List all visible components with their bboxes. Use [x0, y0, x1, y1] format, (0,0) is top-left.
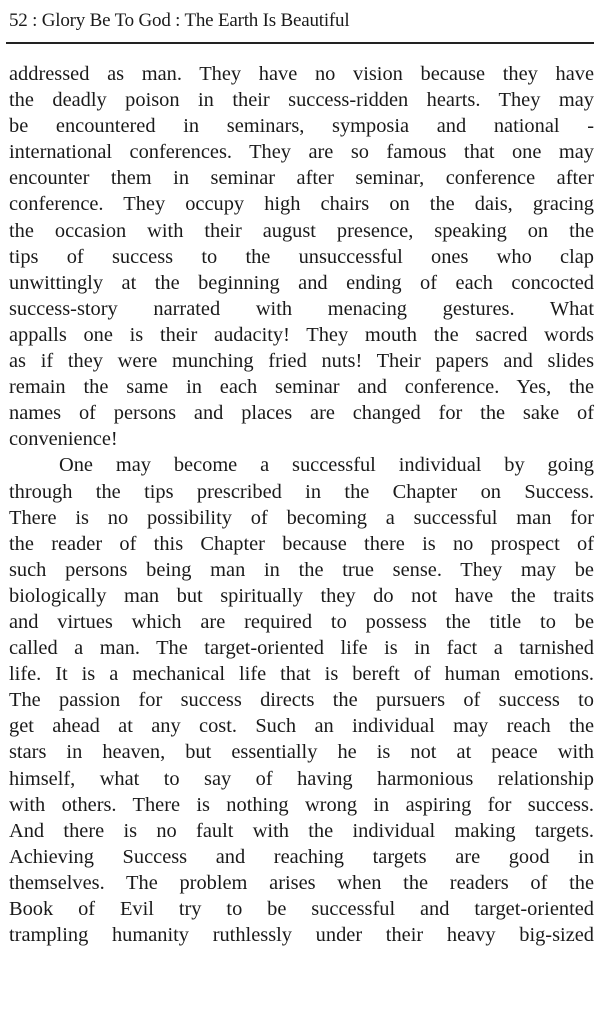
text-line: be encountered in seminars, symposia and national - — [9, 115, 594, 138]
text-line: the deadly poison in their success-ridden hearts. They may — [9, 89, 594, 112]
text-line: convenience! — [9, 428, 118, 451]
text-line: stars in heaven, but essentially he is not at peace with — [9, 741, 594, 764]
body-text — [9, 61, 594, 948]
text-line: with others. There is nothing wrong in aspiring for success. — [9, 793, 594, 816]
text-line: conference. They occupy high chairs on the dais, gracing — [9, 193, 594, 216]
text-line: Achieving Success and reaching targets are good in — [9, 845, 594, 868]
text-line: and virtues which are required to possess the title to be — [9, 610, 594, 633]
text-line: biologically man but spiritually they do not have the traits — [9, 584, 594, 607]
text-line: called a man. The target-oriented life is in fact a tarnished — [9, 637, 594, 660]
text-line: Book of Evil try to be successful and target-oriented — [9, 898, 594, 920]
text-line: international conferences. They are so famous that one may — [9, 141, 594, 164]
text-line: encounter them in seminar after seminar, conference after — [9, 167, 594, 190]
text-line: addressed as man. They have no vision because they have — [9, 63, 594, 85]
text-line: themselves. The problem arises when the readers of the — [9, 871, 594, 894]
text-line: get ahead at any cost. Such an individual may reach the — [9, 715, 594, 738]
text-line: through the tips prescribed in the Chapter on Success. — [9, 480, 594, 503]
text-line: tips of success to the unsuccessful ones who clap — [9, 245, 594, 268]
text-line: such persons being man in the true sense. They may be — [9, 558, 594, 581]
text-line: One may become a successful individual by going — [59, 454, 594, 477]
text-line: names of persons and places are changed for the sake of — [9, 402, 594, 425]
text-line: appalls one is their audacity! They mouth the sacred words — [9, 323, 594, 346]
text-line: The passion for success directs the pursuers of success to — [9, 689, 594, 712]
text-line: the occasion with their august presence, speaking on the — [9, 219, 594, 242]
text-line: success-story narrated with menacing gestures. What — [9, 297, 594, 320]
text-line: as if they were munching fried nuts! Their papers and slides — [9, 350, 594, 373]
text-line: the reader of this Chapter because there is no prospect of — [9, 532, 594, 555]
header-rule — [6, 42, 594, 44]
text-line: There is no possibility of becoming a successful man for — [9, 506, 594, 529]
text-line: life. It is a mechanical life that is bereft of human emotions. — [9, 663, 594, 686]
text-line: himself, what to say of having harmonious relationship — [9, 767, 594, 790]
text-line: unwittingly at the beginning and ending of each concocted — [9, 271, 594, 294]
text-line: trampling humanity ruthlessly under their heavy big-sized — [9, 924, 594, 947]
text-line: And there is no fault with the individual making targets. — [9, 819, 594, 842]
running-header: 52 : Glory Be To God : The Earth Is Beautiful — [9, 10, 350, 31]
text-line: remain the same in each seminar and conference. Yes, the — [9, 376, 594, 399]
